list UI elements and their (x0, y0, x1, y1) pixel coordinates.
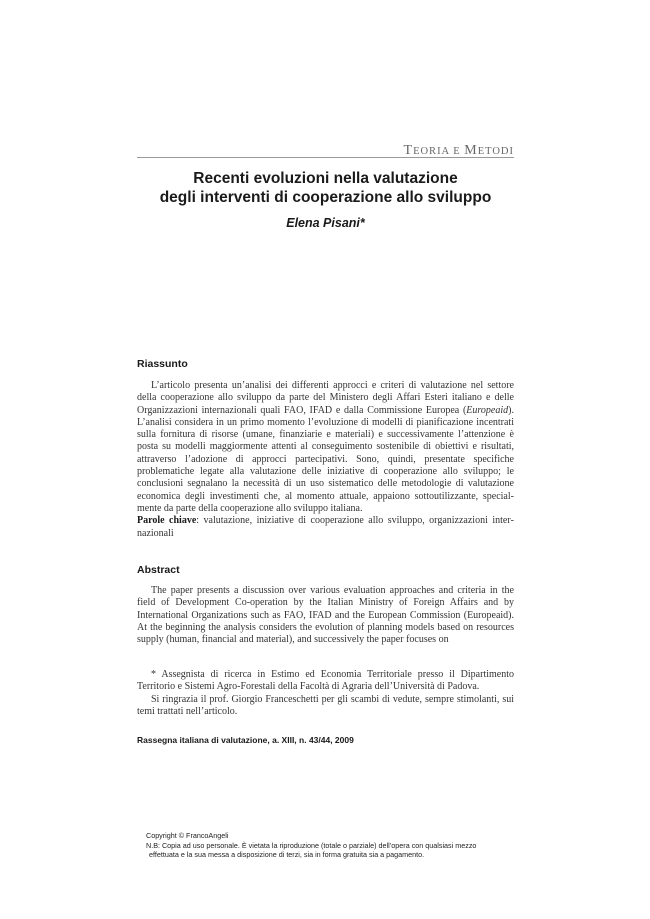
footnote (137, 669, 514, 718)
section-label-m-rest: ETODI (477, 146, 514, 157)
keywords-list: : valutazione, iniziative di cooperazione allo sviluppo, organizzazioni internazionali (137, 515, 514, 539)
footnote-line-1: * Assegnista di ricerca in Estimo ed Economia Territoriale presso il Dipartimento Territorio e Sistemi Agro-Forestali della Facoltà di Agraria dell’Università di Padova. (137, 669, 514, 693)
keywords (137, 515, 514, 540)
abstract-body (137, 585, 514, 646)
author-name: Elena Pisani* (286, 216, 365, 230)
section-label-t: T (403, 143, 414, 158)
riassunto-heading: Riassunto (137, 358, 188, 370)
header-rule (137, 157, 514, 158)
copyright-line-3: effettuata e la sua messa a disposizione di terzi, sia in forma gratuita sia a pagamento. (149, 850, 425, 859)
article-title (137, 169, 514, 207)
riassunto-body (137, 380, 514, 540)
title-line-1: Recenti evoluzioni nella valutazione (193, 170, 458, 187)
riassunto-text-1: L’articolo presenta un’analisi dei differenti approcci e criteri di valutazione nel settore della cooperazione allo sviluppo da parte del Ministero degli Affari Esteri italiano e delle Organizzazioni internazionali quali FAO, IFAD e dalla Commissione Europea ( (137, 380, 514, 416)
section-label-t-rest: EORIA E (413, 146, 465, 157)
journal-citation: Rassegna italiana di valutazione, a. XIII, n. 43/44, 2009 (137, 735, 354, 745)
title-line-2: degli interventi di cooperazione allo sviluppo (159, 189, 492, 206)
footnote-line-2: Si ringrazia il prof. Giorgio Franceschetti per gli scambi di vedute, sempre stimolanti, sui temi trattati nell’articolo. (137, 693, 514, 717)
section-label-m: M (464, 143, 478, 158)
abstract-heading: Abstract (137, 564, 180, 576)
copyright-notice (146, 831, 526, 860)
riassunto-paragraph (137, 380, 514, 515)
abstract-paragraph: The paper presents a discussion over various evaluation approaches and criteria in the field of Development Co-operation by the Italian Ministry of Foreign Affairs and by International Organizations such as FAO, IFAD and the European Commission (Europeaid). At the beginning the analysis considers the evolution of planning models based on resources supply (human, financial and material), and successively the paper focuses on (137, 585, 514, 646)
riassunto-italic: Europeaid (466, 404, 509, 416)
copyright-line-2: N.B: Copia ad uso personale. È vietata la riproduzione (totale o parziale) dell’opera con qualsiasi mezzo (146, 840, 477, 850)
riassunto-text-2: ). L’analisi considera in un primo momento l’evoluzione di modelli di pianificazione incentrati sulla fornitura di risorse (umane, finanziarie e materiali) e successivamente l’attenzione è posta su modelli maggiormente attenti al conseguimento sostenibile di obiettivi e risultati, attraverso l’adozione di approcci partecipativi. Sono, quindi, presentate specifiche problematiche legate alla valutazione delle iniziative di cooperazione allo sviluppo; le conclusioni segnalano la necessità di un uso sistematico delle metodologie di valutazione economica degli investimenti che, al momento attuale, appaiono sottoutilizzante, specialmente da parte della cooperazione allo sviluppo italiana. (137, 404, 514, 514)
copyright-line-1: Copyright © FrancoAngeli (146, 831, 229, 840)
keywords-label: Parole chiave (137, 515, 197, 527)
